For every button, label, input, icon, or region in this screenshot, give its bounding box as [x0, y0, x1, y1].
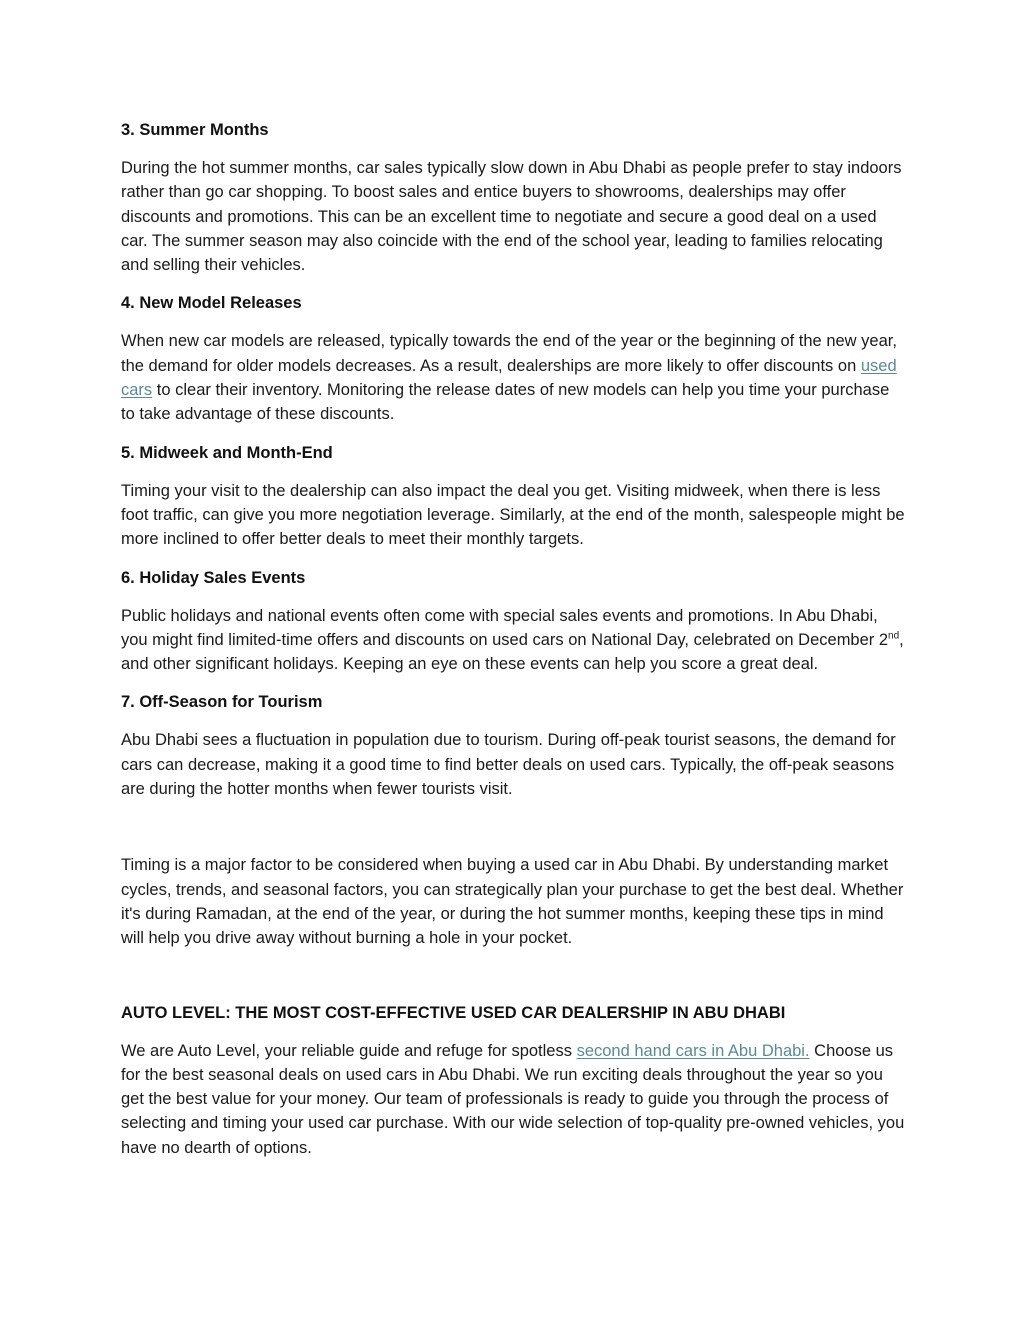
new-models-text-before: When new car models are released, typically towards the end of the year or the beginning of the new year, the demand for older models decreases. As a result, dealerships are more likely to offer discounts on [121, 332, 897, 375]
section-heading-summer-months: 3. Summer Months [121, 121, 269, 139]
auto-level-text-after: Choose us for the best seasonal deals on used cars in Abu Dhabi. We run exciting deals throughout the year so you get the best value for your money. Our team of professionals is ready to guide you through the process of selecting and timing your used car purchase. With our wide selection of top-quality pre-owned vehicles, you have no dearth of options. [121, 1041, 905, 1157]
auto-level-text-before: We are Auto Level, your reliable guide and refuge for spotless [121, 1041, 577, 1060]
section-body-new-model-releases [121, 329, 905, 426]
new-models-text-after: to clear their inventory. Monitoring the release dates of new models can help you time your purchase to take advantage of these discounts. [121, 381, 890, 424]
date-ordinal-superscript: nd [888, 630, 900, 642]
auto-level-paragraph [121, 1039, 905, 1160]
section-heading-holiday-sales-events: 6. Holiday Sales Events [121, 568, 306, 587]
second-hand-cars-link[interactable]: second hand cars in Abu Dhabi. [576, 1041, 810, 1060]
conclusion-paragraph: Timing is a major factor to be considered when buying a used car in Abu Dhabi. By understanding market cycles, trends, and seasonal factors, you can strategically plan your purchase to get the best deal. Whether it's during Ramadan, at the end of the year, or during the hot summer months, keeping these tips in mind will help you drive away without burning a hole in your pocket. [121, 856, 904, 948]
spacer [121, 965, 905, 1001]
section-body-midweek-month-end: Timing your visit to the dealership can also impact the deal you get. Visiting midweek, when there is less foot traffic, can give you more negotiation leverage. Similarly, at the end of the month, salespeople might be more inclined to offer better deals to meet their monthly targets. [121, 481, 905, 549]
section-body-holiday-sales-events [121, 604, 905, 677]
section-body-off-season-tourism: Abu Dhabi sees a fluctuation in population due to tourism. During off-peak tourist seasons, the demand for cars can decrease, making it a good time to find better deals on used cars. Typically, the off-peak seasons are during the hotter months when fewer tourists visit. [121, 731, 896, 799]
section-body-summer-months: During the hot summer months, car sales typically slow down in Abu Dhabi as people prefer to stay indoors rather than go car shopping. To boost sales and entice buyers to showrooms, dealerships may offer discounts and promotions. This can be an excellent time to negotiate and secure a good deal on a used car. The summer season may also coincide with the end of the school year, leading to families relocating and selling their vehicles. [121, 159, 902, 275]
holiday-text-after: , and other significant holidays. Keeping an eye on these events can help you score a great deal. [121, 630, 904, 674]
section-heading-midweek-month-end: 5. Midweek and Month-End [121, 443, 333, 462]
used-cars-link[interactable]: used cars [121, 356, 897, 400]
holiday-text-before: Public holidays and national events often come with special sales events and promotions. In Abu Dhabi, you might find limited-time offers and discounts on used cars on National Day, celebrated on December 2 [121, 606, 889, 649]
auto-level-heading: AUTO LEVEL: THE MOST COST-EFFECTIVE USED CAR DEALERSHIP IN ABU DHABI [121, 1003, 786, 1022]
spacer [121, 815, 905, 853]
section-heading-new-model-releases: 4. New Model Releases [121, 294, 302, 313]
section-heading-off-season-tourism: 7. Off-Season for Tourism [121, 693, 323, 712]
document-page [121, 118, 905, 1174]
